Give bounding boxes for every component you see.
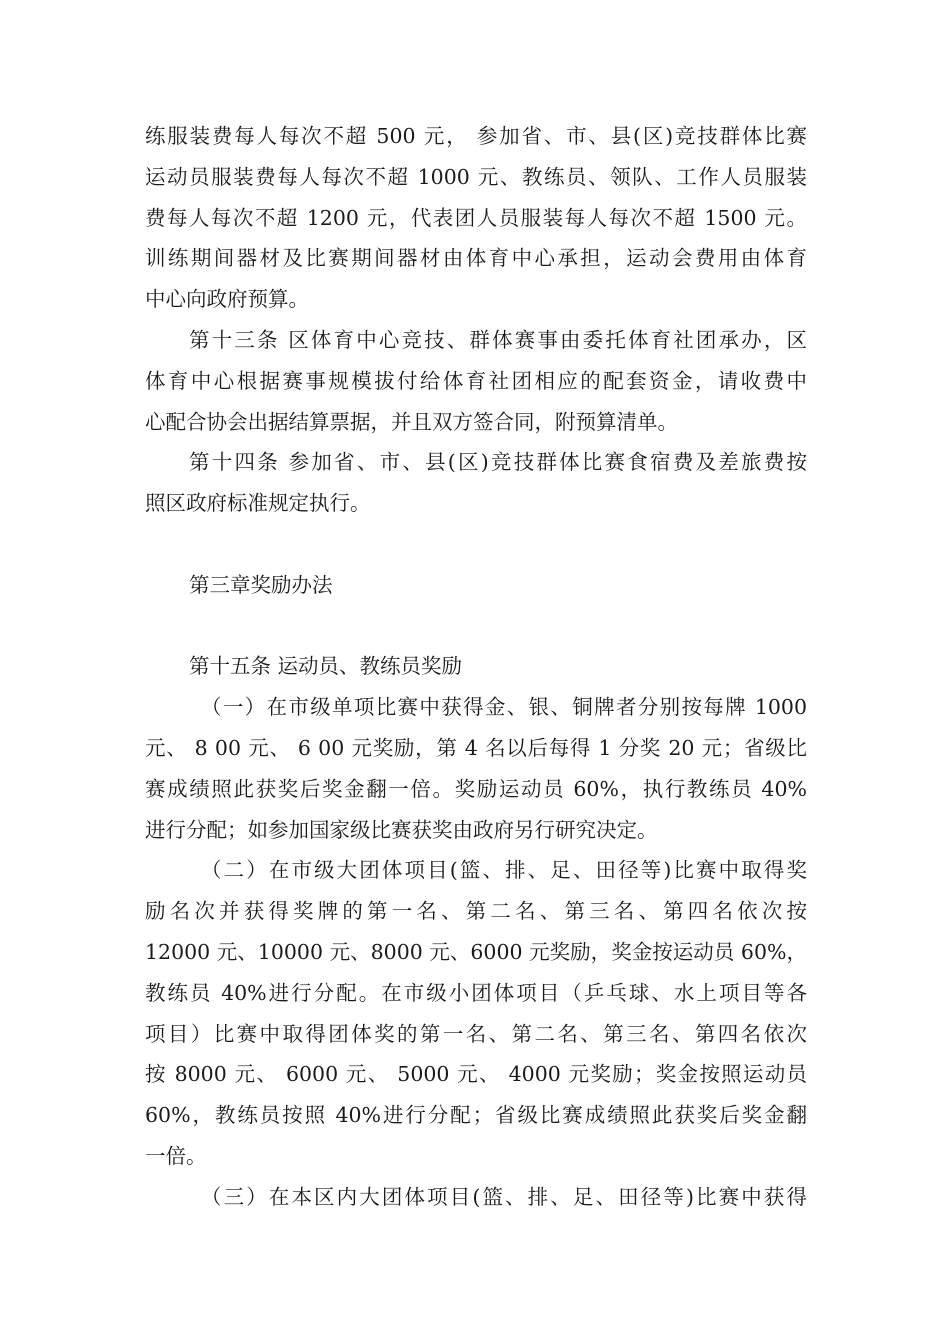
- chapter-heading: 第三章奖励办法: [189, 572, 333, 597]
- text-line: 运动员服装费每人每次不超 1000 元、教练员、领队、工作人员服装: [145, 164, 807, 189]
- article-14: 第十四条 参加省、市、县(区)竞技群体比赛食宿费及差旅费按: [189, 450, 807, 475]
- clause-2: （二）在市级大团体项目(篮、排、足、田径等)比赛中取得奖: [201, 858, 807, 883]
- text-line: 费每人每次不超 1200 元，代表团人员服装每人每次不超 1500 元。: [145, 205, 807, 230]
- text-line: 项目）比赛中取得团体奖的第一名、第二名、第三名、第四名依次: [145, 1021, 807, 1046]
- text-line: 照区政府标准规定执行。: [145, 491, 371, 516]
- text-line: 60%，教练员按照 40%进行分配；省级比赛成绩照此获奖后奖金翻: [145, 1103, 807, 1128]
- text-line: 12000 元、10000 元、8000 元、6000 元奖励，奖金按运动员 60%，: [145, 939, 807, 964]
- clause-3: （三）在本区内大团体项目(篮、排、足、田径等)比赛中获得: [201, 1184, 807, 1209]
- article-15: 第十五条 运动员、教练员奖励: [189, 654, 463, 679]
- document-page: [145, 116, 807, 1218]
- text-line: 一倍。: [145, 1143, 207, 1168]
- text-line: 心配合协会出据结算票据，并且双方签合同，附预算清单。: [145, 409, 678, 434]
- text-line: 进行分配；如参加国家级比赛获奖由政府另行研究决定。: [145, 817, 658, 842]
- spacer: [145, 606, 807, 647]
- text-line: 体育中心根据赛事规模拔付给体育社团相应的配套资金，请收费中: [145, 368, 807, 393]
- text-line: 教练员 40%进行分配。在市级小团体项目（乒乓球、水上项目等各: [145, 980, 807, 1005]
- spacer: [145, 524, 807, 565]
- clause-1: （一）在市级单项比赛中获得金、银、铜牌者分别按每牌 1000: [201, 695, 807, 720]
- text-line: 训练期间器材及比赛期间器材由体育中心承担，运动会费用由体育: [145, 246, 807, 271]
- text-line: 元、 8 00 元、 6 00 元奖励，第 4 名以后每得 1 分奖 20 元；省级比: [145, 735, 807, 760]
- text-line: 励名次并获得奖牌的第一名、第二名、第三名、第四名依次按: [145, 899, 807, 924]
- article-13: 第十三条 区体育中心竞技、群体赛事由委托体育社团承办，区: [189, 327, 807, 352]
- text-line: 赛成绩照此获奖后奖金翻一倍。奖励运动员 60%，执行教练员 40%: [145, 776, 807, 801]
- text-line: 练服装费每人每次不超 500 元， 参加省、市、县(区)竞技群体比赛: [145, 124, 807, 148]
- text-line: 按 8000 元、 6000 元、 5000 元、 4000 元奖励；奖金按照运动员: [145, 1062, 807, 1087]
- text-line: 中心向政府预算。: [145, 287, 309, 312]
